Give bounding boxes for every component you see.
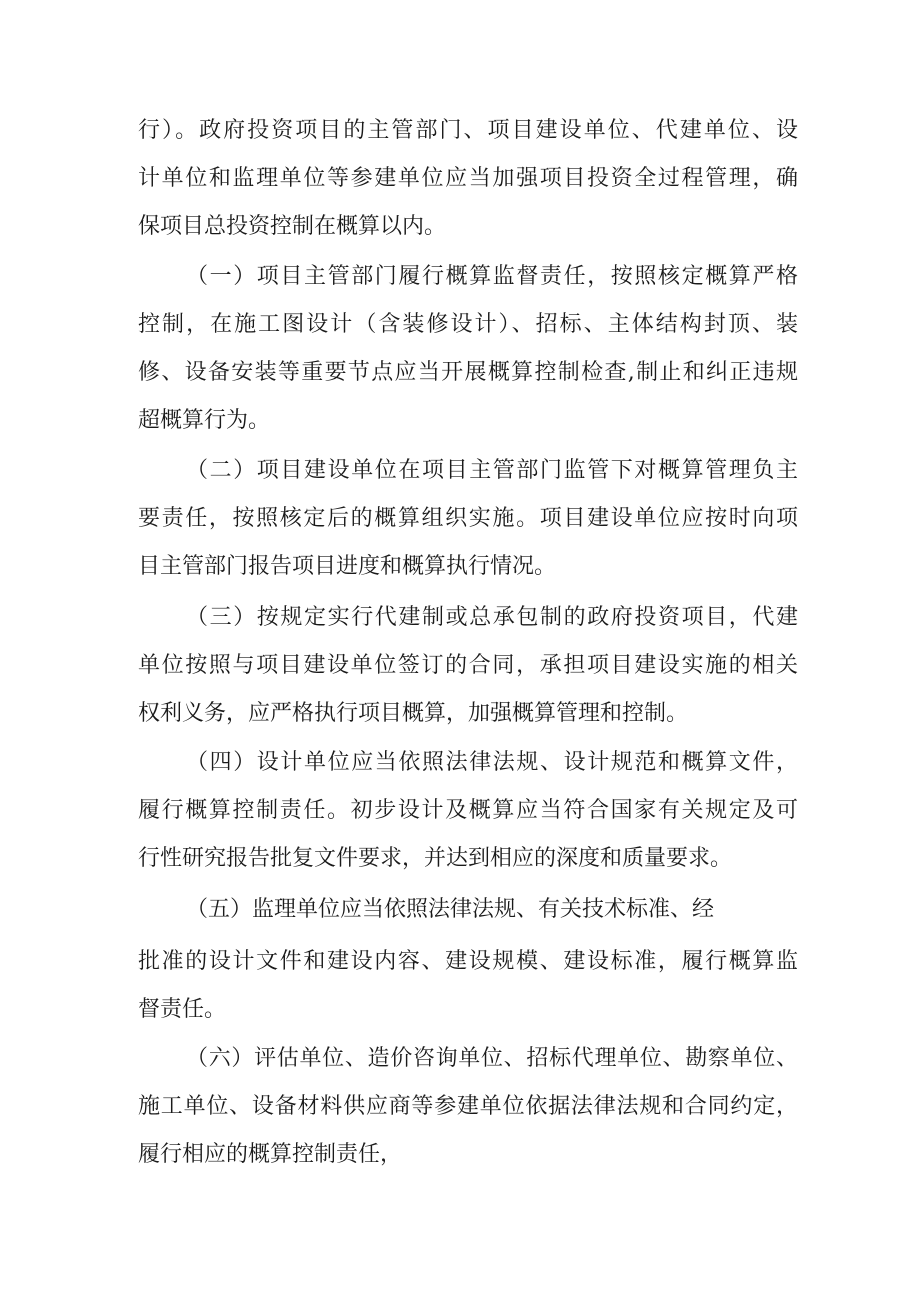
paragraph-item-3-line-3: 权利义务，应严格执行项目概算，加强概算管理和控制。 xyxy=(138,701,689,726)
paragraph-item-1-line-4: 超概算行为。 xyxy=(138,408,271,433)
paragraph-item-6-line-3: 履行相应的概算控制责任， xyxy=(138,1142,403,1167)
paragraph-item-5-line-3: 督责任。 xyxy=(138,997,227,1022)
paragraph-item-1-line-1: （一）项目主管部门履行概算监督责任，按照核定概算严格 xyxy=(186,264,798,289)
paragraph-item-4-line-1: （四）设计单位应当依照法律法规、设计规范和概算文件， xyxy=(186,750,798,775)
paragraph-item-1-line-3: 修、设备安装等重要节点应当开展概算控制检查,制止和纠正违规 xyxy=(138,360,798,385)
paragraph-item-5-line-2: 批准的设计文件和建设内容、建设规模、建设标准，履行概算监 xyxy=(138,949,798,974)
paragraph-intro-line-1: 行）。政府投资项目的主管部门、项目建设单位、代建单位、设 xyxy=(138,118,798,143)
paragraph-item-2-line-3: 目主管部门报告项目进度和概算执行情况。 xyxy=(138,554,557,579)
paragraph-item-4-line-3: 行性研究报告批复文件要求，并达到相应的深度和质量要求。 xyxy=(138,846,733,871)
paragraph-item-6-line-2: 施工单位、设备材料供应商等参建单位依据法律法规和合同约定， xyxy=(138,1094,798,1119)
paragraph-intro-line-3: 保项目总投资控制在概算以内。 xyxy=(138,214,447,239)
paragraph-item-2-line-2: 要责任，按照核定后的概算组织实施。项目建设单位应按时向项 xyxy=(138,506,798,531)
paragraph-item-6-line-1: （六）评估单位、造价咨询单位、招标代理单位、勘察单位、 xyxy=(186,1046,798,1071)
paragraph-item-2-line-1: （二）项目建设单位在项目主管部门监管下对概算管理负主 xyxy=(186,458,798,483)
paragraph-item-3-line-1: （三）按规定实行代建制或总承包制的政府投资项目，代建 xyxy=(186,605,798,630)
paragraph-item-3-line-2: 单位按照与项目建设单位签订的合同，承担项目建设实施的相关 xyxy=(138,653,798,678)
paragraph-intro-line-2: 计单位和监理单位等参建单位应当加强项目投资全过程管理，确 xyxy=(138,166,798,191)
paragraph-item-5-line-1: （五）监理单位应当依照法律法规、有关技术标准、经 xyxy=(186,897,715,922)
paragraph-item-1-line-2: 控制，在施工图设计（含装修设计）、招标、主体结构封顶、装 xyxy=(138,312,798,337)
paragraph-item-4-line-2: 履行概算控制责任。初步设计及概算应当符合国家有关规定及可 xyxy=(138,798,798,823)
